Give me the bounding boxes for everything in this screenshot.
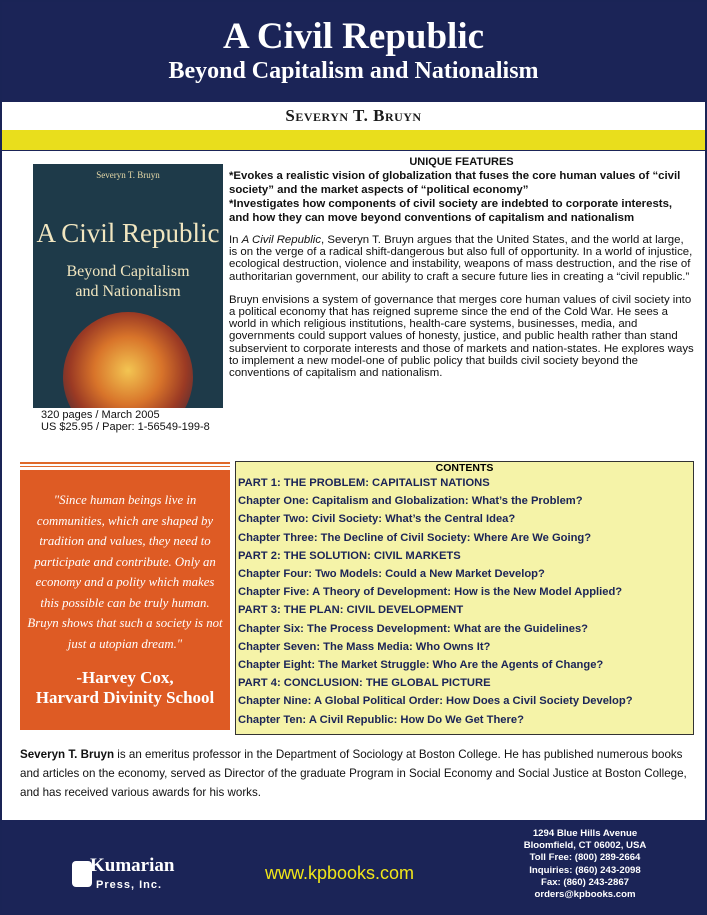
publisher-logo <box>72 855 202 899</box>
logo-name: Kumarian <box>90 855 175 876</box>
quote-attribution-name: -Harvey Cox, <box>76 668 174 687</box>
author-bio <box>20 745 704 802</box>
contents-row: Chapter Six: The Process Development: What are the Guidelines? <box>238 622 589 635</box>
contents-row: PART 4: CONCLUSION: THE GLOBAL PICTURE <box>238 677 491 690</box>
bio-text: is an emeritus professor in the Department of Sociology at Boston College. He has published numerous books and articles on the economy, served as Director of the graduate Program in Social Economy and Social Justice at Boston College, and has received various awards for his works. <box>20 748 687 799</box>
contents-row: PART 3: THE PLAN: CIVIL DEVELOPMENT <box>238 604 464 617</box>
contents-row: Chapter Two: Civil Society: What’s the Central Idea? <box>238 513 516 526</box>
endorsement-quote <box>20 470 230 730</box>
cover-title: A Civil Republic <box>36 218 220 248</box>
cover-globe-image <box>63 312 193 408</box>
yellow-divider <box>2 130 705 150</box>
page-title: A Civil Republic <box>222 16 485 57</box>
book-pages: 320 pages / March 2005 <box>41 409 160 421</box>
contents-row: Chapter Five: A Theory of Development: How is the New Model Applied? <box>238 586 623 599</box>
page-subtitle: Beyond Capitalism and Nationalism <box>168 58 539 84</box>
phone-tollfree: Toll Free: (800) 289-2664 <box>529 852 641 864</box>
para1-text: , Severyn T. Bruyn argues that the United States, and the world at large, is on the verge of a radical shift-dangerous but also full of opportunity. In a world of injustice, ecological destruction, violence and instability, weapons of mass destruction, and the rise of authoritarian government, our ability to craft a secure future lies in creating a “civil republic.” <box>229 234 693 283</box>
book-cover <box>33 164 223 408</box>
description-paragraph-2: Bruyn envisions a system of governance that merges core human values of civil society into a political economy that has reigned supreme since the end of the Cold War. He sees a world in which religious institutions, health-care systems, businesses, media, and governments could support values of honesty, justice, and public health rather than stand subservient to corporate interests and those of markets and nation-states. He explores ways to implement a new model-one of public policy that builds civil society beyond the conventions of capitalism and nationalism. <box>229 293 694 380</box>
cover-subtitle-line1: Beyond Capitalism <box>66 263 190 280</box>
logo-sub: Press, Inc. <box>96 879 163 891</box>
contents-row: Chapter Seven: The Mass Media: Who Owns It? <box>238 640 491 653</box>
table-of-contents <box>235 461 694 735</box>
book-price: US $25.95 / Paper: 1-56549-199-8 <box>41 421 210 433</box>
book-info <box>41 409 210 433</box>
feature-bullet-1: *Evokes a realistic vision of globalization that fuses the core human values of “civil society” and the market aspects of “political economy” <box>229 170 681 196</box>
bio-name: Severyn T. Bruyn <box>20 748 115 761</box>
description-paragraph-1 <box>229 234 694 283</box>
header-banner <box>2 2 705 102</box>
divider-line <box>2 150 705 151</box>
contents-row: Chapter One: Capitalism and Globalization: What’s the Problem? <box>238 495 583 508</box>
para1-intro: In <box>229 234 242 246</box>
contents-row: PART 2: THE SOLUTION: CIVIL MARKETS <box>238 549 461 562</box>
unique-features <box>229 156 694 379</box>
quote-rule-bottom <box>20 466 230 467</box>
cover-author: Severyn T. Bruyn <box>96 170 160 180</box>
address-line: Bloomfield, CT 06002, USA <box>523 840 647 852</box>
feature-bullet-2: *Investigates how components of civil society are indebted to corporate interests, and how they can move beyond conventions of capitalism and nationalism <box>229 198 673 224</box>
contents-heading: CONTENTS <box>435 462 494 474</box>
address-line: 1294 Blue Hills Avenue <box>532 828 638 839</box>
cover-subtitle-line2: and Nationalism <box>75 283 181 300</box>
quote-rule-top <box>20 462 230 464</box>
website-link[interactable]: www.kpbooks.com <box>265 863 415 883</box>
quote-attribution <box>20 668 230 708</box>
contents-row: Chapter Ten: A Civil Republic: How Do We Get There? <box>238 713 524 726</box>
cover-subtitle <box>33 262 223 302</box>
contents-row: PART 1: THE PROBLEM: CAPITALIST NATIONS <box>238 477 490 489</box>
publisher-address <box>485 828 685 901</box>
author-bar <box>2 102 705 130</box>
contents-row: Chapter Nine: A Global Political Order: How Does a Civil Society Develop? <box>238 695 633 708</box>
contents-row: Chapter Four: Two Models: Could a New Market Develop? <box>238 568 545 581</box>
quote-text: "Since human beings live in communities, which are shaped by tradition and values, they need to participate and contribute. Only an economy and a polity which makes this possible can be truly human. Bruyn shows that such a society is not just a utopian dream." <box>27 493 223 651</box>
author-name: Severyn T. Bruyn <box>285 106 422 125</box>
para1-book-title: A Civil Republic <box>241 234 322 246</box>
phone-inquiries: Inquiries: (860) 243-2098 <box>529 864 641 876</box>
email-link[interactable]: orders@kpbooks.com <box>534 889 636 901</box>
contents-row: Chapter Three: The Decline of Civil Society: Where Are We Going? <box>238 531 592 544</box>
contents-row: Chapter Eight: The Market Struggle: Who Are the Agents of Change? <box>238 659 604 672</box>
logo-mark-icon <box>72 861 92 887</box>
footer <box>2 820 705 913</box>
fax: Fax: (860) 243-2867 <box>541 876 629 888</box>
quote-attribution-affiliation: Harvard Divinity School <box>35 688 215 707</box>
features-heading: UNIQUE FEATURES <box>409 156 514 168</box>
